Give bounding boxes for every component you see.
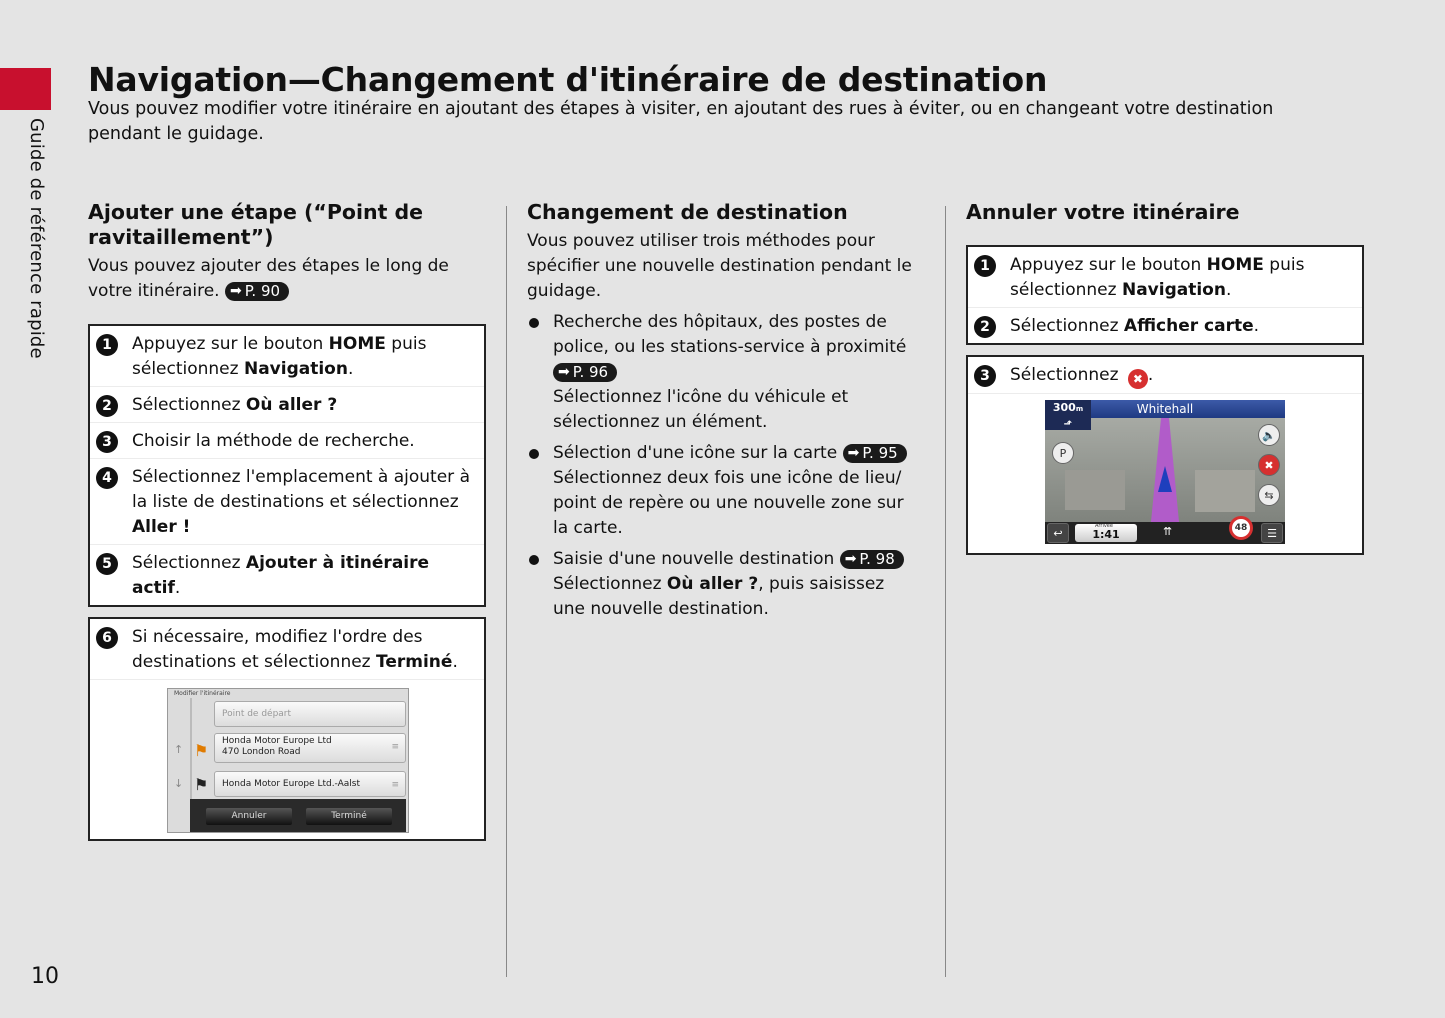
page-reference[interactable]: ➡ P. 95 — [843, 444, 907, 463]
arrow-icon: ➡ — [847, 444, 860, 461]
start-point-button[interactable]: Point de départ — [214, 701, 406, 727]
section-heading: Changement de destination — [527, 200, 848, 224]
screen-header: Modifier l'itinéraire — [174, 690, 231, 697]
step-number: 3 — [96, 431, 118, 453]
arrow-icon: ➡ — [558, 363, 570, 380]
page-reference[interactable]: ➡ P. 90 — [225, 282, 289, 301]
arrow-icon: ➡ — [844, 550, 857, 567]
menu-icon[interactable]: ☰ — [1261, 523, 1283, 543]
column-cancel-route — [966, 200, 1364, 555]
method-item: Saisie d'une nouvelle destination ➡ P. 98 Sélectionnez Où aller ?, puis saisissez une nouvelle destination. — [527, 547, 917, 622]
page-reference[interactable]: ➡ P. 98 — [840, 550, 904, 569]
speed-limit-sign: 48 — [1229, 516, 1253, 540]
step-item — [90, 545, 484, 605]
step-item — [90, 326, 484, 387]
bullet-icon — [529, 318, 539, 328]
step-text: Sélectionnez l'emplacement à ajouter à la liste de destinations et sélectionnez Aller ! — [132, 467, 470, 537]
method-item: Sélection d'une icône sur la carte ➡ P. 95 Sélectionnez deux fois une icône de lieu/ point de repère ou une nouvelle zone sur la carte. — [527, 441, 917, 541]
step-text: Sélectionnez ✖ . — [1010, 363, 1153, 389]
section-text: Vous pouvez ajouter des étapes le long de votre itinéraire. ➡ P. 90 — [88, 254, 486, 304]
step-number: 6 — [96, 627, 118, 649]
column-change-destination — [527, 200, 917, 622]
step-number: 1 — [974, 255, 996, 277]
steps-box — [88, 324, 486, 607]
step-number: 1 — [96, 334, 118, 356]
cancel-route-icon: ✖ — [1128, 369, 1148, 389]
step-number: 3 — [974, 365, 996, 387]
section-heading: Ajouter une étape (“Point de ravitaillement”) — [88, 200, 424, 249]
reorder-icon[interactable]: ≡ — [391, 780, 399, 790]
page-reference[interactable]: ➡ P. 96 — [553, 363, 617, 382]
lane-icon: ⇈ — [1163, 525, 1173, 538]
flag-icon: ⚑ — [194, 741, 209, 760]
arrow-up-icon[interactable]: ↑ — [174, 743, 184, 756]
destination-row[interactable]: Honda Motor Europe Ltd 470 London Road ≡ — [214, 733, 406, 763]
arrow-down-icon[interactable]: ↓ — [174, 777, 184, 790]
page-title: Navigation—Changement d'itinéraire de destination — [88, 60, 1048, 99]
step-text: Appuyez sur le bouton HOME puis sélectionnez Navigation. — [1010, 255, 1305, 300]
detour-icon[interactable]: ⇆ — [1258, 484, 1280, 506]
step-item — [90, 423, 484, 459]
column-divider — [506, 206, 507, 977]
edit-route-screenshot — [167, 688, 409, 833]
side-label: Guide de référence rapide — [26, 118, 47, 359]
step-text: Choisir la méthode de recherche. — [132, 431, 415, 451]
eta-label: Arrivée — [1095, 523, 1113, 529]
cancel-button[interactable]: Annuler — [206, 808, 292, 825]
step-item — [968, 308, 1362, 343]
bullet-icon — [529, 555, 539, 565]
section-heading: Annuler votre itinéraire — [966, 200, 1240, 224]
step-item — [968, 247, 1362, 308]
destination-row[interactable]: Honda Motor Europe Ltd.-Aalst ≡ — [214, 771, 406, 797]
step-item — [90, 387, 484, 423]
step6-box — [88, 617, 486, 841]
reorder-icon[interactable]: ≡ — [391, 742, 399, 752]
page-number: 10 — [31, 964, 59, 989]
step-number: 2 — [96, 395, 118, 417]
volume-icon[interactable]: 🔈 — [1258, 424, 1280, 446]
step-text: Appuyez sur le bouton HOME puis sélectionnez Navigation. — [132, 334, 427, 379]
column-divider — [945, 206, 946, 977]
step-text: Sélectionnez Où aller ? — [132, 395, 338, 415]
method-item: Recherche des hôpitaux, des postes de police, ou les stations-service à proximité ➡ P. 96 Sélectionnez l'icône du véhicule et sélectionnez un élément. — [527, 310, 917, 435]
street-name: Whitehall — [1136, 402, 1194, 416]
distance-panel: 300m ⬏ — [1045, 400, 1091, 430]
eta-panel[interactable]: 1:41 — [1075, 524, 1137, 542]
steps-box — [966, 245, 1364, 345]
intro-text: Vous pouvez modifier votre itinéraire en ajoutant des étapes à visiter, en ajoutant des rues à éviter, ou en changeant votre destination pendant le guidage. — [88, 99, 1274, 144]
map-screenshot — [1045, 400, 1285, 544]
checkered-flag-icon: ⚑ — [194, 775, 209, 794]
step-item — [90, 619, 484, 680]
step-text: Si nécessaire, modifiez l'ordre des destinations et sélectionnez Terminé. — [132, 627, 458, 672]
arrow-icon: ➡ — [229, 282, 242, 299]
column-add-stop — [88, 200, 486, 841]
cancel-route-icon[interactable]: ✖ — [1258, 454, 1280, 476]
turn-arrow-icon: ⬏ — [1063, 419, 1073, 430]
parking-icon[interactable]: P — [1052, 442, 1074, 464]
bullet-icon — [529, 449, 539, 459]
step-text: Sélectionnez Ajouter à itinéraire actif. — [132, 553, 430, 598]
section-text: Vous pouvez utiliser trois méthodes pour spécifier une nouvelle destination pendant le guidage. — [527, 231, 912, 301]
step3-box — [966, 355, 1364, 555]
step-item — [968, 357, 1362, 394]
step-number: 4 — [96, 467, 118, 489]
step-text: Sélectionnez Afficher carte. — [1010, 316, 1260, 336]
step-number: 2 — [974, 316, 996, 338]
back-icon[interactable]: ↩ — [1047, 523, 1069, 543]
step-item — [90, 459, 484, 545]
step-number: 5 — [96, 553, 118, 575]
done-button[interactable]: Terminé — [306, 808, 392, 825]
section-tab — [0, 68, 51, 110]
